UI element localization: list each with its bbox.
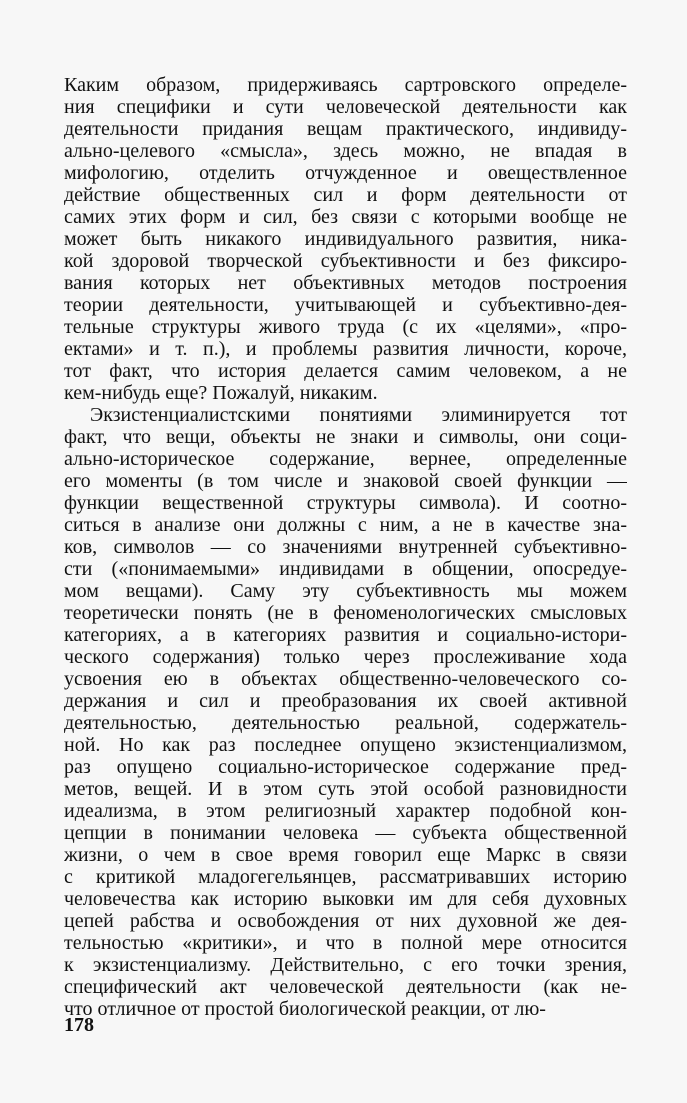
text-line: Экзистенциалистскими понятиями элиминируется тот <box>90 404 627 426</box>
text-line: ситься в анализе они должны с ним, а не в качестве зна- <box>64 514 627 536</box>
text-line: мом вещами). Саму эту субъективность мы можем <box>64 580 627 602</box>
paragraph-2 <box>64 404 627 1020</box>
text-line: факт, что вещи, объекты не знаки и символы, они соци- <box>64 426 627 448</box>
text-line: тот факт, что история делается самим человеком, а не <box>64 360 627 382</box>
text-line: цепей рабства и освобождения от них духовной же дея- <box>64 910 627 932</box>
text-line: ально-историческое содержание, вернее, определенные <box>64 448 627 470</box>
text-line: человечества как историю выковки им для себя духовных <box>64 888 627 910</box>
text-line: теории деятельности, учитывающей и субъективно-дея- <box>64 294 627 316</box>
text-line: мифологию, отделить отчужденное и овеществленное <box>64 162 627 184</box>
text-line: сти («понимаемыми» индивидами в общении, опосредуе- <box>64 558 627 580</box>
body-text <box>64 74 627 1020</box>
text-line: метов, вещей. И в этом суть этой особой разновидности <box>64 778 627 800</box>
text-line: тельностью «критики», и что в полной мере относится <box>64 932 627 954</box>
text-line: кем-нибудь еще? Пожалуй, никаким. <box>64 382 378 404</box>
text-line: что отличное от простой биологической реакции, от лю- <box>64 998 546 1020</box>
page-number: 178 <box>64 1014 94 1036</box>
text-line: ектами» и т. п.), и проблемы развития личности, короче, <box>64 338 627 360</box>
text-line: деятельностью, деятельностью реальной, содержатель- <box>64 712 627 734</box>
text-line: Каким образом, придерживаясь сартровского определе- <box>64 74 627 96</box>
text-line: усвоения ею в объектах общественно-человеческого со- <box>64 668 627 690</box>
text-line: с критикой младогегельянцев, рассматривавших историю <box>64 866 627 888</box>
text-line: идеализма, в этом религиозный характер подобной кон- <box>64 800 627 822</box>
text-line: к экзистенциализму. Действительно, с его точки зрения, <box>64 954 627 976</box>
text-line: тельные структуры живого труда (с их «целями», «про- <box>64 316 627 338</box>
text-line: специфический акт человеческой деятельности (как не- <box>64 976 627 998</box>
text-line: действие общественных сил и форм деятельности от <box>64 184 627 206</box>
text-line: категориях, а в категориях развития и социально-истори- <box>64 624 627 646</box>
text-line: его моменты (в том числе и знаковой своей функции — <box>64 470 627 492</box>
paragraph-1 <box>64 74 627 404</box>
text-line: ков, символов — со значениями внутренней субъективно- <box>64 536 627 558</box>
text-line: деятельности придания вещам практического, индивиду- <box>64 118 627 140</box>
text-line: цепции в понимании человека — субъекта общественной <box>64 822 627 844</box>
text-line: функции вещественной структуры символа). И соотно- <box>64 492 627 514</box>
text-line: ния специфики и сути человеческой деятельности как <box>64 96 627 118</box>
text-line: ческого содержания) только через прослеживание хода <box>64 646 627 668</box>
text-line: кой здоровой творческой субъективности и без фиксиро- <box>64 250 627 272</box>
text-line: держания и сил и преобразования их своей активной <box>64 690 627 712</box>
text-line: ально-целевого «смысла», здесь можно, не впадая в <box>64 140 627 162</box>
text-line: вания которых нет объективных методов построения <box>64 272 627 294</box>
text-line: раз опущено социально-историческое содержание пред- <box>64 756 627 778</box>
text-line: самих этих форм и сил, без связи с которыми вообще не <box>64 206 627 228</box>
text-line: жизни, о чем в свое время говорил еще Маркс в связи <box>64 844 627 866</box>
text-line: может быть никакого индивидуального развития, ника- <box>64 228 627 250</box>
text-line: теоретически понять (не в феноменологических смысловых <box>64 602 627 624</box>
text-line: ной. Но как раз последнее опущено экзистенциализмом, <box>64 734 627 756</box>
